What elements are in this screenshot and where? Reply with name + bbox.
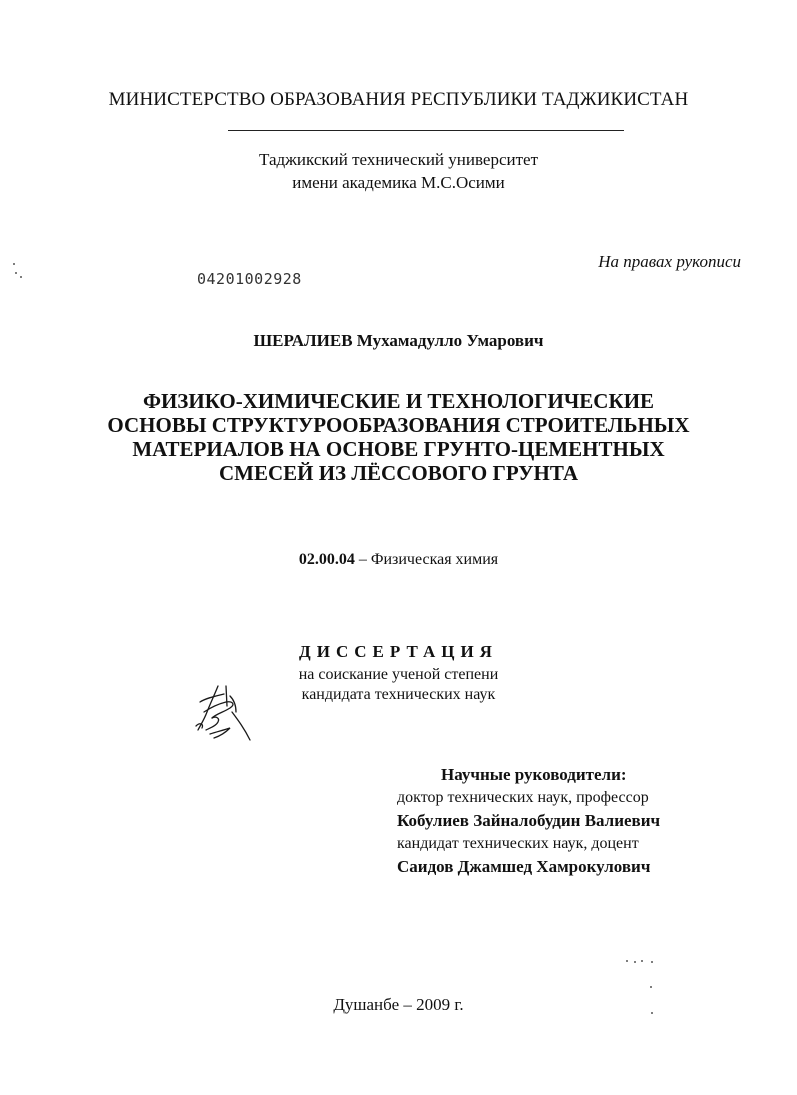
specialty-name: – Физическая химия [354,551,499,568]
scan-speck [15,272,17,274]
signature-icon [190,682,252,744]
title-line: ОСНОВЫ СТРУКТУРООБРАЗОВАНИЯ СТРОИТЕЛЬНЫХ [107,413,690,437]
title-line: СМЕСЕЙ ИЗ ЛЁССОВОГО ГРУНТА [218,461,579,485]
city-year: Душанбе – 2009 г. [333,995,464,1014]
author-name: ШЕРАЛИЕВ Мухамадулло Умарович [253,331,544,350]
university-name-line2: имени академика М.С.Осими [292,173,505,192]
scan-speck [650,986,652,988]
specialty-code: 02.00.04 [298,551,355,568]
dissertation-title [0,389,797,485]
scan-speck [20,276,22,278]
scan-speck [651,961,653,963]
specialty [0,551,797,569]
document-type: ДИССЕРТАЦИЯ [299,642,498,661]
catalog-code: 04201002928 [197,270,302,288]
advisor1-name: Кобулиев Зайналобудин Валиевич [397,811,661,830]
manuscript-note: На правах рукописи [598,252,741,271]
degree-line2: кандидата технических наук [301,686,496,703]
scan-speck [626,960,628,962]
scan-speck [13,263,15,265]
advisor2-name: Саидов Джамшед Хамрокулович [397,857,651,876]
title-line: ФИЗИКО-ХИМИЧЕСКИЕ И ТЕХНОЛОГИЧЕСКИЕ [142,389,655,413]
header-divider [228,130,624,131]
advisors-block [397,763,660,878]
university-name-line1: Таджикский технический университет [258,150,538,169]
ministry-heading: МИНИСТЕРСТВО ОБРАЗОВАНИЯ РЕСПУБЛИКИ ТАДЖИКИСТАН [108,89,689,110]
title-line: МАТЕРИАЛОВ НА ОСНОВЕ ГРУНТО-ЦЕМЕНТНЫХ [132,437,665,461]
advisor1-title: доктор технических наук, профессор [397,789,649,806]
scan-speck [641,960,643,962]
scan-speck [634,961,636,963]
degree-line1: на соискание ученой степени [298,666,499,683]
advisors-heading: Научные руководители: [441,765,627,784]
advisor2-title: кандидат технических наук, доцент [397,835,639,852]
scan-speck [651,1012,653,1014]
